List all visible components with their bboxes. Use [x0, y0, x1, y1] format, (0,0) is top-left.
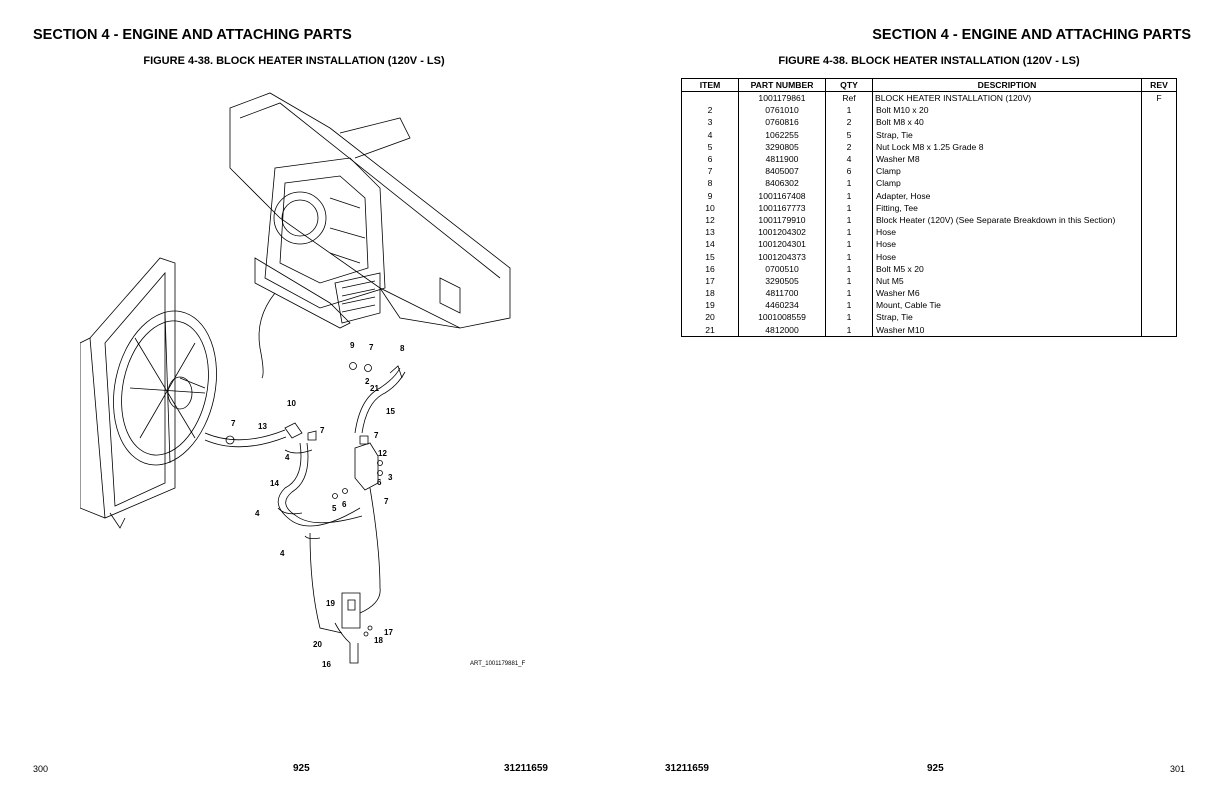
callout-label: 7: [384, 497, 389, 506]
cell-qty: 1: [826, 238, 873, 250]
cell-part-number: 8405007: [739, 165, 826, 177]
table-row: [682, 226, 1177, 238]
cell-qty: 2: [826, 141, 873, 153]
cell-item: 3: [682, 116, 739, 128]
cell-rev: [1142, 287, 1177, 299]
cell-item: 17: [682, 275, 739, 287]
table-row: [682, 104, 1177, 116]
table-row: [682, 202, 1177, 214]
table-row: [682, 116, 1177, 128]
callout-label: 5: [332, 504, 337, 513]
cell-part-number: 1001204373: [739, 250, 826, 262]
cell-description: Fitting, Tee: [873, 202, 1142, 214]
cell-rev: [1142, 238, 1177, 250]
cell-qty: 1: [826, 275, 873, 287]
cell-description: Bolt M8 x 40: [873, 116, 1142, 128]
column-header-qty: QTY: [826, 79, 873, 92]
callout-label: 14: [270, 479, 279, 488]
cell-qty: 1: [826, 287, 873, 299]
column-header-part-number: PART NUMBER: [739, 79, 826, 92]
cell-part-number: 1001008559: [739, 311, 826, 323]
column-header-item: ITEM: [682, 79, 739, 92]
table-row: [682, 92, 1177, 105]
cell-rev: [1142, 202, 1177, 214]
cell-item: 19: [682, 299, 739, 311]
cell-description: Adapter, Hose: [873, 190, 1142, 202]
cell-qty: 1: [826, 226, 873, 238]
cell-qty: 1: [826, 263, 873, 275]
cell-item: 18: [682, 287, 739, 299]
cell-rev: [1142, 324, 1177, 337]
table-row: [682, 287, 1177, 299]
cell-part-number: 3290505: [739, 275, 826, 287]
cell-qty: 4: [826, 153, 873, 165]
column-header-description: DESCRIPTION: [873, 79, 1142, 92]
table-row: [682, 129, 1177, 141]
callout-label: 20: [313, 640, 322, 649]
cell-qty: Ref: [826, 92, 873, 105]
cell-part-number: 1001167408: [739, 190, 826, 202]
cell-item: 9: [682, 190, 739, 202]
cell-qty: 1: [826, 177, 873, 189]
cell-part-number: 4812000: [739, 324, 826, 337]
callout-label: 8: [400, 344, 405, 353]
cell-qty: 2: [826, 116, 873, 128]
table-row: [682, 250, 1177, 262]
cell-description: Washer M6: [873, 287, 1142, 299]
table-row: [682, 214, 1177, 226]
cell-part-number: 1062255: [739, 129, 826, 141]
cell-item: 15: [682, 250, 739, 262]
cell-description: Washer M10: [873, 324, 1142, 337]
cell-item: 13: [682, 226, 739, 238]
cell-qty: 1: [826, 202, 873, 214]
cell-qty: 6: [826, 165, 873, 177]
cell-rev: [1142, 299, 1177, 311]
cell-item: 6: [682, 153, 739, 165]
table-row: [682, 165, 1177, 177]
cell-item: 10: [682, 202, 739, 214]
page-number-left: 300: [33, 764, 49, 774]
cell-rev: F: [1142, 92, 1177, 105]
cell-part-number: 3290805: [739, 141, 826, 153]
cell-item: 12: [682, 214, 739, 226]
cell-qty: 1: [826, 324, 873, 337]
cell-rev: [1142, 250, 1177, 262]
cell-qty: 1: [826, 299, 873, 311]
callout-label: 10: [287, 399, 296, 408]
cell-rev: [1142, 129, 1177, 141]
doc-number-left: 31211659: [504, 763, 548, 774]
callout-label: 12: [378, 449, 387, 458]
callout-label: 18: [374, 636, 383, 645]
cell-qty: 5: [826, 129, 873, 141]
cell-part-number: 4460234: [739, 299, 826, 311]
cell-rev: [1142, 275, 1177, 287]
figure-title-left: FIGURE 4-38. BLOCK HEATER INSTALLATION (120V - LS): [143, 55, 445, 67]
cell-part-number: 1001179910: [739, 214, 826, 226]
doc-number-right: 31211659: [665, 763, 709, 774]
callout-label: 16: [322, 660, 331, 669]
page-number-right: 301: [1170, 764, 1186, 774]
cell-rev: [1142, 263, 1177, 275]
cell-description: Strap, Tie: [873, 311, 1142, 323]
table-row: [682, 153, 1177, 165]
callout-label: 13: [258, 422, 267, 431]
cell-description: Hose: [873, 226, 1142, 238]
cell-qty: 1: [826, 250, 873, 262]
callout-label: 4: [280, 549, 285, 558]
footer-code-right: 925: [927, 763, 944, 774]
art-code: ART_1001179881_F: [470, 661, 526, 667]
table-row: [682, 324, 1177, 337]
parts-table: [681, 78, 1177, 337]
table-row: [682, 311, 1177, 323]
cell-description: BLOCK HEATER INSTALLATION (120V): [873, 92, 1142, 105]
table-row: [682, 238, 1177, 250]
cell-description: Block Heater (120V) (See Separate Breakdown in this Section): [873, 214, 1142, 226]
callout-label: 7: [320, 426, 325, 435]
cell-rev: [1142, 190, 1177, 202]
cell-part-number: 1001204301: [739, 238, 826, 250]
cell-description: Hose: [873, 238, 1142, 250]
cell-part-number: 1001179861: [739, 92, 826, 105]
cell-part-number: 8406302: [739, 177, 826, 189]
table-row: [682, 275, 1177, 287]
cell-rev: [1142, 177, 1177, 189]
section-title-left: SECTION 4 - ENGINE AND ATTACHING PARTS: [33, 27, 352, 43]
callout-label: 6: [342, 500, 347, 509]
cell-part-number: 0761010: [739, 104, 826, 116]
cell-item: 2: [682, 104, 739, 116]
callout-label: 7: [369, 343, 374, 352]
cell-description: Bolt M5 x 20: [873, 263, 1142, 275]
callout-label: 9: [350, 341, 355, 350]
table-row: [682, 299, 1177, 311]
callout-label: 3: [388, 473, 393, 482]
table-row: [682, 177, 1177, 189]
cell-rev: [1142, 226, 1177, 238]
figure-title-right: FIGURE 4-38. BLOCK HEATER INSTALLATION (120V - LS): [778, 55, 1080, 67]
callout-label: 15: [386, 407, 395, 416]
cell-part-number: 0760816: [739, 116, 826, 128]
cell-part-number: 1001204302: [739, 226, 826, 238]
callout-label: 7: [231, 419, 236, 428]
table-row: [682, 141, 1177, 153]
cell-part-number: 0700510: [739, 263, 826, 275]
cell-item: 8: [682, 177, 739, 189]
callout-label: 21: [370, 384, 379, 393]
callout-label: 4: [255, 509, 260, 518]
cell-qty: 1: [826, 190, 873, 202]
cell-item: 5: [682, 141, 739, 153]
cell-description: Clamp: [873, 177, 1142, 189]
cell-item: 14: [682, 238, 739, 250]
cell-qty: 1: [826, 214, 873, 226]
callout-label: 7: [374, 431, 379, 440]
cell-description: Clamp: [873, 165, 1142, 177]
section-title-right: SECTION 4 - ENGINE AND ATTACHING PARTS: [872, 27, 1191, 43]
cell-rev: [1142, 214, 1177, 226]
cell-description: Bolt M10 x 20: [873, 104, 1142, 116]
callout-label: 17: [384, 628, 393, 637]
cell-rev: [1142, 153, 1177, 165]
table-row: [682, 263, 1177, 275]
callout-label: 6: [377, 478, 382, 487]
cell-rev: [1142, 165, 1177, 177]
table-header-row: [682, 79, 1177, 92]
cell-description: Hose: [873, 250, 1142, 262]
cell-part-number: 1001167773: [739, 202, 826, 214]
callout-label: 19: [326, 599, 335, 608]
table-row: [682, 190, 1177, 202]
cell-rev: [1142, 116, 1177, 128]
cell-item: [682, 92, 739, 105]
callout-label: 4: [285, 453, 290, 462]
cell-rev: [1142, 141, 1177, 153]
cell-item: 7: [682, 165, 739, 177]
cell-qty: 1: [826, 311, 873, 323]
cell-description: Washer M8: [873, 153, 1142, 165]
callout-label: 2: [365, 377, 370, 386]
cell-item: 16: [682, 263, 739, 275]
cell-description: Nut Lock M8 x 1.25 Grade 8: [873, 141, 1142, 153]
cell-rev: [1142, 104, 1177, 116]
cell-qty: 1: [826, 104, 873, 116]
block-heater-drawing: [80, 88, 540, 678]
cell-part-number: 4811900: [739, 153, 826, 165]
cell-description: Strap, Tie: [873, 129, 1142, 141]
cell-description: Mount, Cable Tie: [873, 299, 1142, 311]
cell-description: Nut M5: [873, 275, 1142, 287]
cell-item: 21: [682, 324, 739, 337]
cell-part-number: 4811700: [739, 287, 826, 299]
cell-item: 4: [682, 129, 739, 141]
column-header-rev: REV: [1142, 79, 1177, 92]
cell-rev: [1142, 311, 1177, 323]
cell-item: 20: [682, 311, 739, 323]
footer-code-left: 925: [293, 763, 310, 774]
